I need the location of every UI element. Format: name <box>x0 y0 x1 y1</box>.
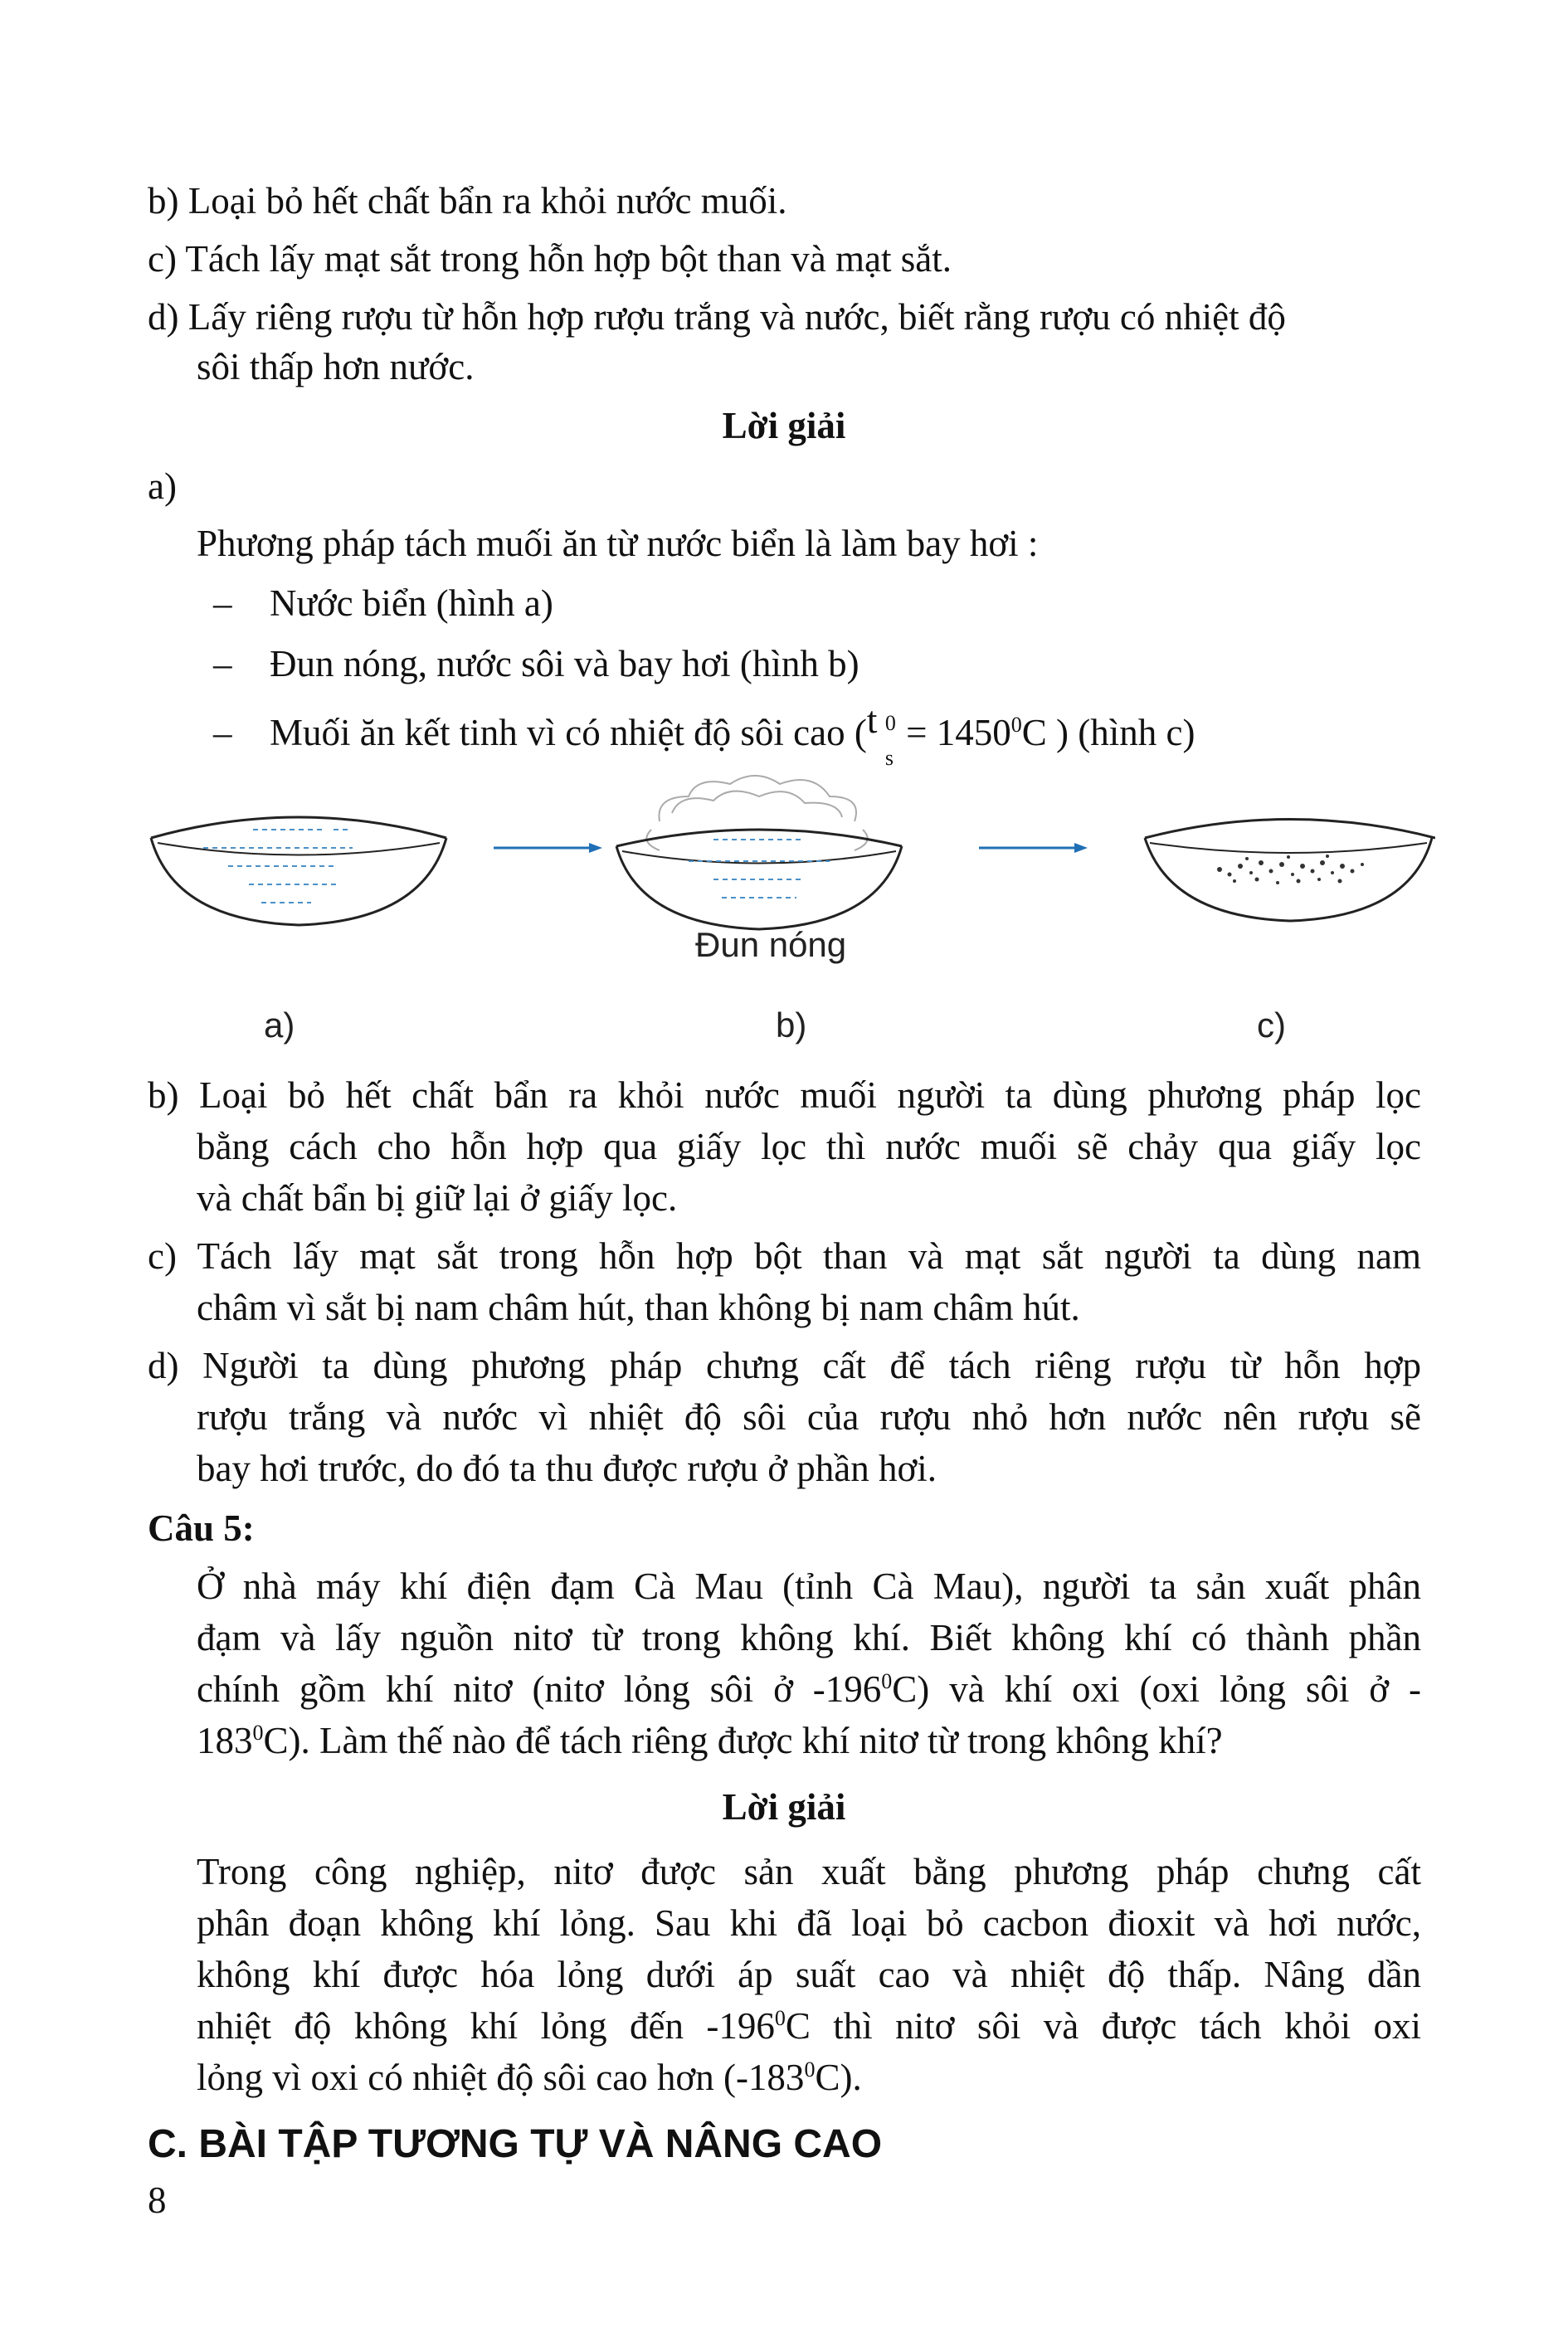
bullet-dash: – <box>213 582 232 624</box>
solution-label-1: Lời giải <box>722 405 846 446</box>
solution-5-line-2: phân đoạn không khí lỏng. Sau khi đã loại bỏ cacbon đioxit và hơi nước, <box>197 1902 1421 1944</box>
question-5-line-4: $183^0C$). Làm thế nào để tách riêng được khí nitơ từ trong không khí? <box>197 1720 1223 1761</box>
solution-label-2: Lời giải <box>722 1786 846 1828</box>
question-c: c) Tách lấy mạt sắt trong hỗn hợp bột than và mạt sắt. <box>148 238 952 280</box>
answer-a-intro: Phương pháp tách muối ăn từ nước biển là làm bay hơi : <box>197 523 1039 564</box>
answer-d-line-3: bay hơi trước, do đó ta thu được rượu ở phần hơi. <box>197 1448 937 1489</box>
dish-b <box>616 776 902 929</box>
figure-label-c: c) <box>1257 1006 1286 1045</box>
figure-caption-heating: Đun nóng <box>695 925 847 964</box>
answer-a-marker: a) <box>148 465 177 507</box>
answer-b-line-3: và chất bẩn bị giữ lại ở giấy lọc. <box>197 1177 678 1219</box>
arrow-right-icon <box>979 843 1088 853</box>
solution-5-line-5: lỏng vì oxi có nhiệt độ sôi cao hơn $(-183^0C)$. <box>197 2057 862 2098</box>
page-number: 8 <box>148 2179 167 2221</box>
dish-a <box>151 817 446 925</box>
answer-a-step-1: Nước biển (hình a) <box>270 582 553 624</box>
bullet-dash: – <box>213 712 232 753</box>
answer-a-step-2: Đun nóng, nước sôi và bay hơi (hình b) <box>270 643 859 684</box>
answer-c-line-1: c) Tách lấy mạt sắt trong hỗn hợp bột than và mạt sắt người ta dùng nam <box>148 1235 1421 1277</box>
bullet-dash: – <box>213 643 232 684</box>
solution-5-line-1: Trong công nghiệp, nitơ được sản xuất bằng phương pháp chưng cất <box>197 1851 1421 1892</box>
arrow-right-icon <box>494 843 602 853</box>
solution-5-line-3: không khí được hóa lỏng dưới áp suất cao và nhiệt độ thấp. Nâng dần <box>197 1954 1421 1995</box>
question-b: b) Loại bỏ hết chất bẩn ra khỏi nước muối. <box>148 180 787 222</box>
answer-c-line-2: châm vì sắt bị nam châm hút, than không bị nam châm hút. <box>197 1287 1080 1328</box>
salt-crystals <box>1217 855 1364 884</box>
answer-b-line-1: b) Loại bỏ hết chất bẩn ra khỏi nước muối người ta dùng phương pháp lọc <box>148 1074 1421 1116</box>
question-5-line-3: chính gồm khí nitơ (nitơ lỏng sôi ở $-196^0C$) và khí oxi (oxi lỏng sôi ở - <box>197 1668 1421 1710</box>
figure-label-b: b) <box>776 1006 807 1045</box>
answer-d-line-1: d) Người ta dùng phương pháp chưng cất để tách riêng rượu từ hỗn hợp <box>148 1345 1421 1386</box>
question-5-line-2: đạm và lấy nguồn nitơ từ trong không khí. Biết không khí có thành phần <box>197 1617 1421 1658</box>
answer-d-line-2: rượu trắng và nước vì nhiệt độ sôi của rượu nhỏ hơn nước nên rượu sẽ <box>197 1396 1421 1438</box>
solution-5-line-4: nhiệt độ không khí lỏng đến $-196^0C$ thì nitơ sôi và được tách khỏi oxi <box>197 2005 1421 2047</box>
answer-a-step-3-text: Muối ăn kết tinh vì có nhiệt độ sôi cao ( <box>270 712 867 753</box>
question-5-title: Câu 5: <box>148 1507 255 1549</box>
section-heading: C. BÀI TẬP TƯƠNG TỰ VÀ NÂNG CAO <box>148 2122 883 2166</box>
question-d-line-2: sôi thấp hơn nước. <box>197 346 475 387</box>
question-d-line-1: d) Lấy riêng rượu từ hỗn hợp rượu trắng và nước, biết rằng rượu có nhiệt độ <box>148 296 1286 338</box>
question-5-line-1: Ở nhà máy khí điện đạm Cà Mau (tỉnh Cà Mau), người ta sản xuất phân <box>197 1566 1421 1607</box>
dish-c <box>1145 820 1435 922</box>
figure-label-a: a) <box>264 1006 295 1045</box>
answer-b-line-2: bằng cách cho hỗn hợp qua giấy lọc thì nước muối sẽ chảy qua giấy lọc <box>197 1126 1421 1167</box>
boiling-temp-symbol: t 0 s <box>866 699 896 770</box>
answer-a-step-3: Muối ăn kết tinh vì có nhiệt độ sôi cao ( t 0 s = $1450^0C$ ) (hình c) <box>270 699 1195 770</box>
